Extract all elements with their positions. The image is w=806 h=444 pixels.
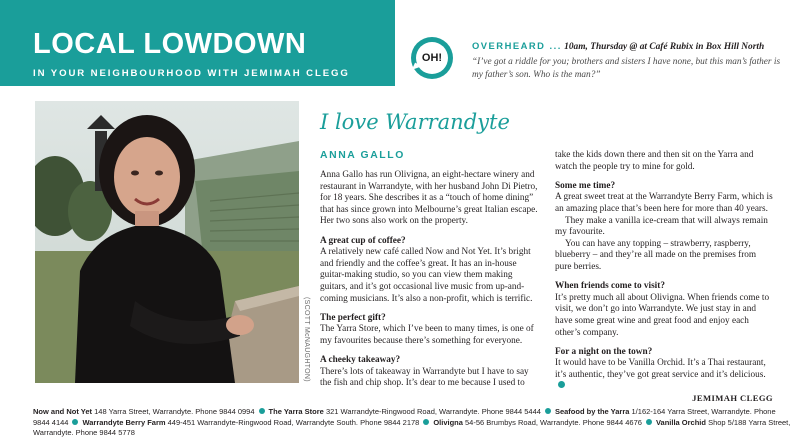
question-coffee: A great cup of coffee? (320, 235, 406, 246)
answer-takeaway-part1: There’s lots of takeaway in Warrandyte but I have to say the fish and chip shop. It’s dear to me because I used to (320, 366, 529, 389)
listing-detail: Shop 5/188 Yarra Street, Warrandyte. Phone 9844 5778 (33, 417, 791, 438)
listing-detail: 321 Warrandyte-Ringwood Road, Warrandyte. Phone 9844 5444 (325, 407, 541, 416)
question-gift: The perfect gift? (320, 312, 386, 323)
header-banner (0, 0, 395, 86)
bullet-dot-icon (646, 419, 652, 425)
answer-me-time-part1: A great sweet treat at the Warrandyte Berry Farm, which is an amazing place that’s been here for more than 40 years. (555, 192, 773, 214)
listing-name: The Yarra Store (268, 407, 324, 416)
overheard-quote: “I’ve got a riddle for you; brothers and sisters I have none, but this man’s father is my father’s son. Who is the man?” (472, 57, 781, 80)
answer-gift: The Yarra Store, which I’ve been to many times, is one of my favourites because there’s something for everyone. (320, 324, 534, 346)
listing-detail: 54-56 Brumbys Road, Warrandyte. Phone 9844 4676 (465, 417, 642, 427)
oh-speech-bubble-icon (411, 37, 453, 79)
answer-friends: It’s pretty much all about Olivigna. When friends come to visit, we don’t go into Warrandyte. We just stay in and have some great wine and great food and enjoy each other’s company. (555, 292, 770, 338)
end-dot-icon (558, 381, 565, 388)
answer-night-out: It would have to be Vanilla Orchid. It’s a Thai restaurant, it’s authentic, they’ve got great service and it’s delicious. (555, 358, 766, 380)
article-title: I love Warrandyte (320, 110, 510, 134)
listing-name: Olivigna (433, 417, 463, 427)
answer-coffee: A relatively new café called Now and Not Yet. It’s bright and friendly and the coffee’s great. It has an in-house guitar-making studio, so you can view them making guitars, and it’s got occasional live music from up-and-coming musicians. It’s also a non-profit, which is terrific. (320, 247, 533, 304)
intro-paragraph: Anna Gallo has run Olivigna, an eight-hectare winery and restaurant in Warrandyte, with her husband John Di Pietro, for 18 years. She describes it as a “touch of home dining” that has since grown into Melbourne’s great Italian escape. Her two sons also work on the property. (320, 170, 538, 227)
section-subtitle: IN YOUR NEIGHBOURHOOD WITH JEMIMAH CLEGG (33, 68, 350, 79)
listing-name: Vanilla Orchid (655, 417, 706, 427)
bullet-dot-icon (423, 419, 429, 425)
portrait-photo (35, 101, 299, 383)
answer-me-time-part2: They make a vanilla ice-cream that will always remain my favourite. (555, 215, 768, 238)
photo-credit-text: (SCOTT McNAUGHTON) (303, 297, 310, 382)
section-title: LOCAL LOWDOWN (33, 28, 307, 60)
overheard-heading (472, 40, 764, 52)
question-takeaway: A cheeky takeaway? (320, 355, 401, 366)
answer-me-time-part3: You can have any topping – strawberry, raspberry, blueberry – and they’re all made on the premises from pure berries. (555, 238, 757, 272)
oh-badge-label: OH! (416, 42, 448, 74)
interviewee-name: ANNA GALLO (320, 150, 405, 161)
listing-detail: 449-451 Warrandyte-Ringwood Road, Warrandyte South. Phone 9844 2178 (167, 417, 420, 427)
question-me-time: Some me time? (555, 180, 616, 191)
answer-takeaway-part2: take the kids down there and then sit on the Yarra and watch the people try to mine for gold. (555, 150, 754, 172)
listing-detail: 1/162-164 Yarra Street, Warrandyte. Phone 9844 4144 (33, 407, 776, 427)
bullet-dot-icon (545, 408, 551, 414)
overheard-label: OVERHEARD ... (472, 40, 562, 51)
photo-credit (300, 297, 310, 383)
overheard-info: 10am, Thursday @ at Café Rubix in Box Hill North (564, 42, 765, 52)
listing-name: Now and Not Yet (33, 407, 93, 416)
listing-detail: 148 Yarra Street, Warrandyte. Phone 9844 0994 (94, 407, 255, 416)
question-friends: When friends come to visit? (555, 281, 665, 292)
bullet-dot-icon (72, 419, 78, 425)
listing-name: Warrandyte Berry Farm (82, 417, 166, 427)
article-column-2 (555, 150, 773, 412)
answer-night-out-wrap (555, 358, 773, 393)
question-night-out: For a night on the town? (555, 346, 653, 357)
listing-name: Seafood by the Yarra (554, 407, 630, 416)
author-signoff: JEMIMAH CLEGG (692, 393, 773, 404)
venue-listings (33, 407, 793, 439)
bullet-dot-icon (259, 408, 265, 414)
article-column-1 (320, 170, 538, 390)
